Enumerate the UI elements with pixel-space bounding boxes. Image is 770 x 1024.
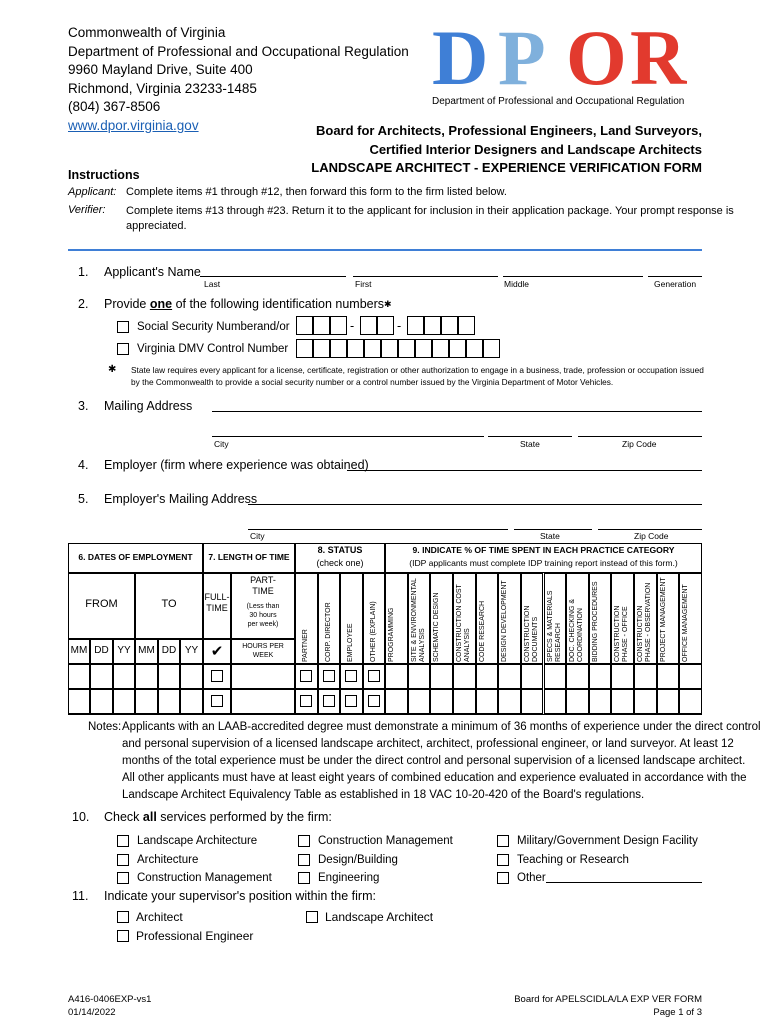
status-col-label: EMPLOYEE [347,623,354,662]
ssn-digit[interactable] [377,316,394,335]
last-name-field[interactable] [200,276,346,277]
service-checkbox[interactable] [117,835,129,847]
category-col-label: SCHEMATIC DESIGN [433,592,441,662]
percent-entry-cell[interactable] [589,664,612,689]
logo-letter-r: R [630,14,687,101]
percent-entry-cell[interactable] [634,664,657,689]
service-checkbox[interactable] [117,872,129,884]
date-entry-cell[interactable] [158,664,180,689]
logo-caption: Department of Professional and Occupational Regulation [432,96,685,107]
verifier-line-2: appreciated. [126,220,187,232]
percent-entry-cell[interactable] [544,689,567,714]
ssn-digit[interactable] [296,316,313,335]
item10-label-all: all [142,810,157,824]
service-checkbox[interactable] [497,872,509,884]
item11-label: Indicate your supervisor's position within the firm: [104,889,376,903]
city-caption: City [214,439,229,449]
item10-label-pre: Check [104,810,143,824]
percent-entry-cell[interactable] [453,664,476,689]
state-field[interactable] [488,436,572,437]
dmv-digit[interactable] [296,339,313,358]
notes-label: Notes: [88,721,122,733]
percent-entry-cell[interactable] [611,664,634,689]
dpor-logo [432,14,702,112]
zip-caption: Zip Code [634,531,669,541]
status-col-label: OTHER (EXPLAIN) [369,601,377,662]
col6-header: 6. DATES OF EMPLOYMENT [78,552,193,562]
generation-field[interactable] [648,276,702,277]
full-time-checkbox[interactable] [211,695,223,707]
item11-number: 11. [72,889,89,903]
service-checkbox[interactable] [497,854,509,866]
ssn-dash: - [397,319,402,333]
service-label: Engineering [318,872,380,884]
hours-entry-cell[interactable] [231,689,295,714]
percent-entry-cell[interactable] [476,664,499,689]
agency-line: Richmond, Virginia 23233-1485 [68,80,257,96]
to-label: TO [161,598,177,610]
category-col-label: SPECS & MATERIALS RESEARCH [546,590,562,662]
dmv-digit[interactable] [415,339,432,358]
asterisk-icon: ✱ [108,364,117,375]
zip-field[interactable] [578,436,702,437]
ssn-note-line-2: by the Commonwealth to provide a social security number or a control number issued by the Virginia Department of Motor Vehicles. [131,377,614,387]
notes-p2-line: Landscape Architect Equivalency Table as established in 18 VAC 10-20-420 of the Board's regulations. [122,789,645,801]
dmv-digit[interactable] [347,339,364,358]
status-checkbox[interactable] [300,695,312,707]
category-col-label: CONSTRUCTION PHASE - OBSERVATION [637,582,653,662]
landscape-architect-label: Landscape Architect [325,910,434,924]
service-label: Landscape Architecture [137,835,258,847]
from-label: FROM [85,598,118,610]
percent-entry-cell[interactable] [589,689,612,714]
full-time-checkbox[interactable] [211,670,223,682]
ssn-note-line-1: State law requires every applicant for a license, certificate, registration or other authorization to engage in a business, trade, profession or occupation issued [131,365,704,375]
category-col-label: PROGRAMMING [388,607,395,662]
item10-number: 10. [72,810,90,824]
date-col-label: MM [70,645,88,656]
date-entry-cell[interactable] [135,664,158,689]
dmv-digit[interactable] [466,339,483,358]
website-link[interactable]: www.dpor.virginia.gov [68,117,199,133]
percent-entry-cell[interactable] [566,689,589,714]
footer-board: Board for APELSCIDLA/LA EXP VER FORM [514,994,702,1005]
category-col-label: DESIGN DEVELOPMENT [501,580,509,662]
notes-p1-line: months of the total experience must be under the direct control and personal supervision of a licensed landscape architect. [122,755,746,767]
date-col-label: DD [161,645,177,656]
hours-per-week-label: HOURS PER WEEK [242,643,284,659]
last-caption: Last [204,279,221,289]
item10-label-post: services performed by the firm: [156,810,332,824]
and-or-label: and/or [257,321,290,333]
dmv-digit[interactable] [364,339,381,358]
status-checkbox[interactable] [345,695,357,707]
board-title [311,122,702,178]
col9-subheader: (IDP applicants must complete IDP training report instead of this form.) [409,558,678,568]
checkmark-icon: ✔ [210,643,224,660]
dmv-digit[interactable] [398,339,415,358]
service-label: Teaching or Research [517,853,629,866]
state-caption: State [520,439,540,449]
dmv-digit[interactable] [449,339,466,358]
item2-number: 2. [78,297,89,311]
percent-entry-cell[interactable] [566,664,589,689]
ssn-digit[interactable] [407,316,424,335]
logo-letter-o: O [566,14,627,101]
ssn-digit[interactable] [458,316,475,335]
employer-city-field[interactable] [248,529,508,530]
category-col-label: BIDDING PROCEDURES [591,581,599,662]
ssn-digit[interactable] [441,316,458,335]
dmv-digit[interactable] [313,339,330,358]
item4-label: Employer (firm where experience was obtained) [104,458,369,472]
board-line-2: Certified Interior Designers and Landscape Architects [369,141,702,157]
date-entry-cell[interactable] [135,689,158,714]
category-col-label: PROJECT MANAGEMENT [659,577,667,662]
zip-caption: Zip Code [622,439,657,449]
percent-entry-cell[interactable] [476,689,499,714]
item2-label [104,295,392,313]
status-checkbox[interactable] [345,670,357,682]
section-divider [68,249,702,251]
notes-body [122,719,761,804]
ssn-label: Social Security Number [137,321,258,333]
landscape-architect-checkbox[interactable] [306,911,318,923]
service-label: Construction Management [137,872,272,884]
page-number: Page 1 of 3 [653,1007,702,1018]
professional-engineer-label: Professional Engineer [136,929,254,943]
hours-entry-cell[interactable] [231,664,295,689]
status-checkbox[interactable] [323,670,335,682]
percent-entry-cell[interactable] [657,664,680,689]
date-entry-cell[interactable] [113,664,135,689]
percent-entry-cell[interactable] [657,689,680,714]
middle-caption: Middle [504,279,530,289]
part-time-label: PART- TIME [250,575,276,596]
status-col-label: PARTNER [302,629,309,662]
date-entry-cell[interactable] [113,689,135,714]
percent-entry-cell[interactable] [498,689,521,714]
date-entry-cell[interactable] [180,689,203,714]
employer-field[interactable] [347,470,702,471]
dmv-digit[interactable] [381,339,398,358]
city-caption: City [250,531,265,541]
ssn-dash: - [350,319,355,333]
dmv-digit[interactable] [432,339,449,358]
agency-address [68,24,409,135]
verifier-line-1: Complete items #13 through #23. Return it to the applicant for inclusion in their application package. Your prompt response is [126,205,734,217]
status-checkbox[interactable] [323,695,335,707]
date-entry-cell[interactable] [180,664,203,689]
service-checkbox[interactable] [298,872,310,884]
item2-label-pre: Provide [104,297,150,311]
status-checkbox[interactable] [368,695,380,707]
percent-entry-cell[interactable] [544,664,567,689]
item4-number: 4. [78,458,89,472]
category-col-label: DOC. CHECKING & COORDINATION [569,598,585,662]
percent-entry-cell[interactable] [408,689,431,714]
first-name-field[interactable] [353,276,498,277]
employer-zip-field[interactable] [598,529,702,530]
col8-header: 8. STATUS [317,545,363,555]
service-checkbox[interactable] [298,835,310,847]
service-label: Other [517,872,546,884]
category-col-label: CONSTRUCTION COST ANALYSIS [455,584,471,662]
notes-p2-line: All other applicants must have at least eight years of combined education and experience evaluated in accordance with the [122,772,747,784]
category-col-label: CODE RESEARCH [478,600,486,662]
percent-entry-cell[interactable] [679,664,702,689]
agency-line: (804) 367-8506 [68,99,161,114]
col8-subheader: (check one) [316,558,364,568]
col9-header: 9. INDICATE % OF TIME SPENT IN EACH PRACTICE CATEGORY [412,545,675,555]
date-entry-cell[interactable] [90,664,113,689]
notes-p1-line: and personal supervision of a licensed landscape architect, architect, professional engineer, or land surveyor. At least 12 [122,738,734,750]
verifier-text [126,204,734,234]
applicant-label: Applicant: [68,186,117,198]
board-line-1: Board for Architects, Professional Engineers, Land Surveyors, [315,123,702,138]
form-date: 01/14/2022 [68,1007,116,1018]
date-entry-cell[interactable] [90,689,113,714]
percent-entry-cell[interactable] [453,689,476,714]
asterisk-icon: ✱ [384,299,392,309]
state-caption: State [540,531,560,541]
category-col-label: SITE & ENVIRONMENTAL ANALYSIS [410,578,426,662]
architect-label: Architect [136,910,183,924]
category-col-label: CONSTRUCTION DOCUMENTS [523,605,539,662]
date-col-label: MM [138,645,155,656]
professional-engineer-checkbox[interactable] [117,930,129,942]
service-label: Design/Building [318,853,398,866]
dmv-digit[interactable] [483,339,500,358]
category-col-label: OFFICE MANAGEMENT [682,584,690,662]
percent-entry-cell[interactable] [679,689,702,714]
form-title: LANDSCAPE ARCHITECT - EXPERIENCE VERIFICATION FORM [311,160,702,175]
item1-number: 1. [78,265,89,279]
item10-label [104,808,332,826]
other-service-field[interactable] [546,882,702,883]
date-col-label: YY [184,645,199,656]
item5-number: 5. [78,492,89,506]
item2-label-one: one [149,297,173,311]
percent-entry-cell[interactable] [611,689,634,714]
item3-label: Mailing Address [104,399,193,413]
part-time-sublabel: (Less than 30 hours per week) [246,603,280,628]
date-col-label: YY [117,645,131,656]
employer-state-field[interactable] [514,529,592,530]
ssn-digit[interactable] [424,316,441,335]
percent-entry-cell[interactable] [430,689,453,714]
applicant-text: Complete items #1 through #12, then forward this form to the firm listed below. [126,186,507,198]
agency-line: Commonwealth of Virginia [68,25,226,40]
percent-entry-cell[interactable] [385,664,408,689]
architect-checkbox[interactable] [117,911,129,923]
employer-address-field[interactable] [248,504,702,505]
service-checkbox[interactable] [497,835,509,847]
item2-label-post: of the following identification numbers [172,297,385,311]
percent-entry-cell[interactable] [521,689,544,714]
instructions-heading: Instructions [68,168,140,182]
ssn-checkbox[interactable] [117,321,129,333]
logo-letter-p: P [498,14,546,101]
percent-entry-cell[interactable] [498,664,521,689]
first-caption: First [355,279,372,289]
date-entry-cell[interactable] [158,689,180,714]
mailing-address-field[interactable] [212,411,702,412]
ssn-note [131,364,704,388]
ssn-digit[interactable] [330,316,347,335]
service-checkbox[interactable] [117,854,129,866]
service-checkbox[interactable] [298,854,310,866]
category-col-label: CONSTRUCTION PHASE - OFFICE [614,605,630,662]
agency-line: 9960 Mayland Drive, Suite 400 [68,62,253,77]
dmv-digit[interactable] [330,339,347,358]
full-time-label: FULL- TIME [204,592,230,613]
dmv-checkbox[interactable] [117,343,129,355]
status-checkbox[interactable] [300,670,312,682]
service-label: Construction Management [318,835,453,847]
logo-letter-d: D [432,14,489,101]
item3-number: 3. [78,399,89,413]
col7-header: 7. LENGTH OF TIME [208,552,290,562]
verifier-label: Verifier: [68,204,106,216]
dmv-label: Virginia DMV Control Number [137,343,289,355]
item5-label: Employer's Mailing Address [104,492,258,506]
percent-entry-cell[interactable] [521,664,544,689]
middle-name-field[interactable] [503,276,643,277]
percent-entry-cell[interactable] [385,689,408,714]
item1-label: Applicant's Name [104,265,201,279]
status-col-label: CORP. DIRECTOR [324,602,332,662]
city-field[interactable] [212,436,484,437]
ssn-digit[interactable] [360,316,377,335]
percent-entry-cell[interactable] [634,689,657,714]
percent-entry-cell[interactable] [408,664,431,689]
date-col-label: DD [94,645,109,656]
agency-line: Department of Professional and Occupational Regulation [68,43,409,59]
date-entry-cell[interactable] [68,664,90,689]
date-entry-cell[interactable] [68,689,90,714]
percent-entry-cell[interactable] [430,664,453,689]
service-label: Architecture [137,853,199,866]
ssn-digit[interactable] [313,316,330,335]
form-id: A416-0406EXP-vs1 [68,994,152,1005]
notes-p1-line: Applicants with an LAAB-accredited degree must demonstrate a minimum of 36 months of experience under the direct control [122,721,761,733]
status-checkbox[interactable] [368,670,380,682]
service-label: Military/Government Design Facility [517,835,698,847]
generation-caption: Generation [654,279,697,289]
